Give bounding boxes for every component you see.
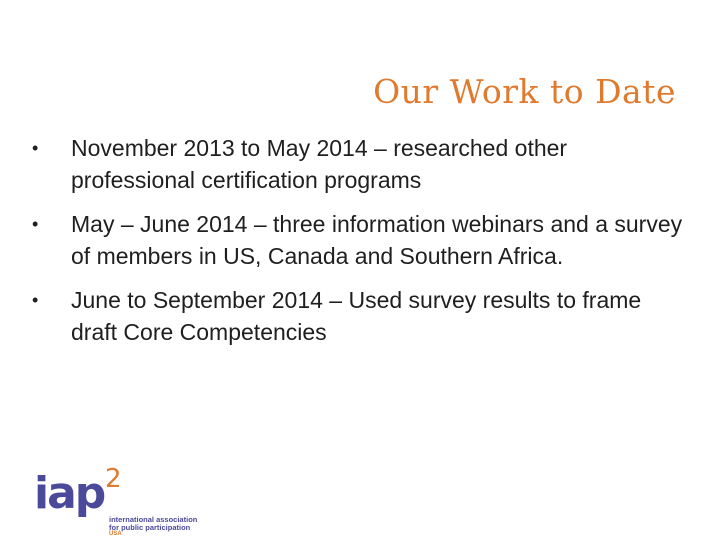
bullet-marker: •	[32, 214, 39, 234]
bullet-text: May – June 2014 – three information webinars and a survey of members in US, Canada and Southern Africa.	[71, 211, 683, 269]
bullet-text: November 2013 to May 2014 – researched other professional certification programs	[71, 135, 568, 193]
bullet-text: June to September 2014 – Used survey results to frame draft Core Competencies	[71, 287, 642, 345]
bullet-marker: •	[32, 290, 39, 310]
bullet-marker: •	[32, 138, 39, 158]
logo-superscript: 2	[105, 464, 122, 494]
logo-tagline-line-1: international association	[109, 515, 198, 524]
bullet-list	[32, 132, 692, 360]
logo-country: USA	[109, 531, 122, 537]
bullet-item	[32, 132, 692, 196]
logo-tagline-line-2: for public participation	[109, 523, 191, 532]
iap2-logo	[34, 464, 204, 537]
bullet-item	[32, 284, 692, 348]
bullet-item	[32, 208, 692, 272]
slide-title: Our Work to Date	[373, 72, 676, 111]
logo-wordmark: iap	[34, 468, 105, 519]
